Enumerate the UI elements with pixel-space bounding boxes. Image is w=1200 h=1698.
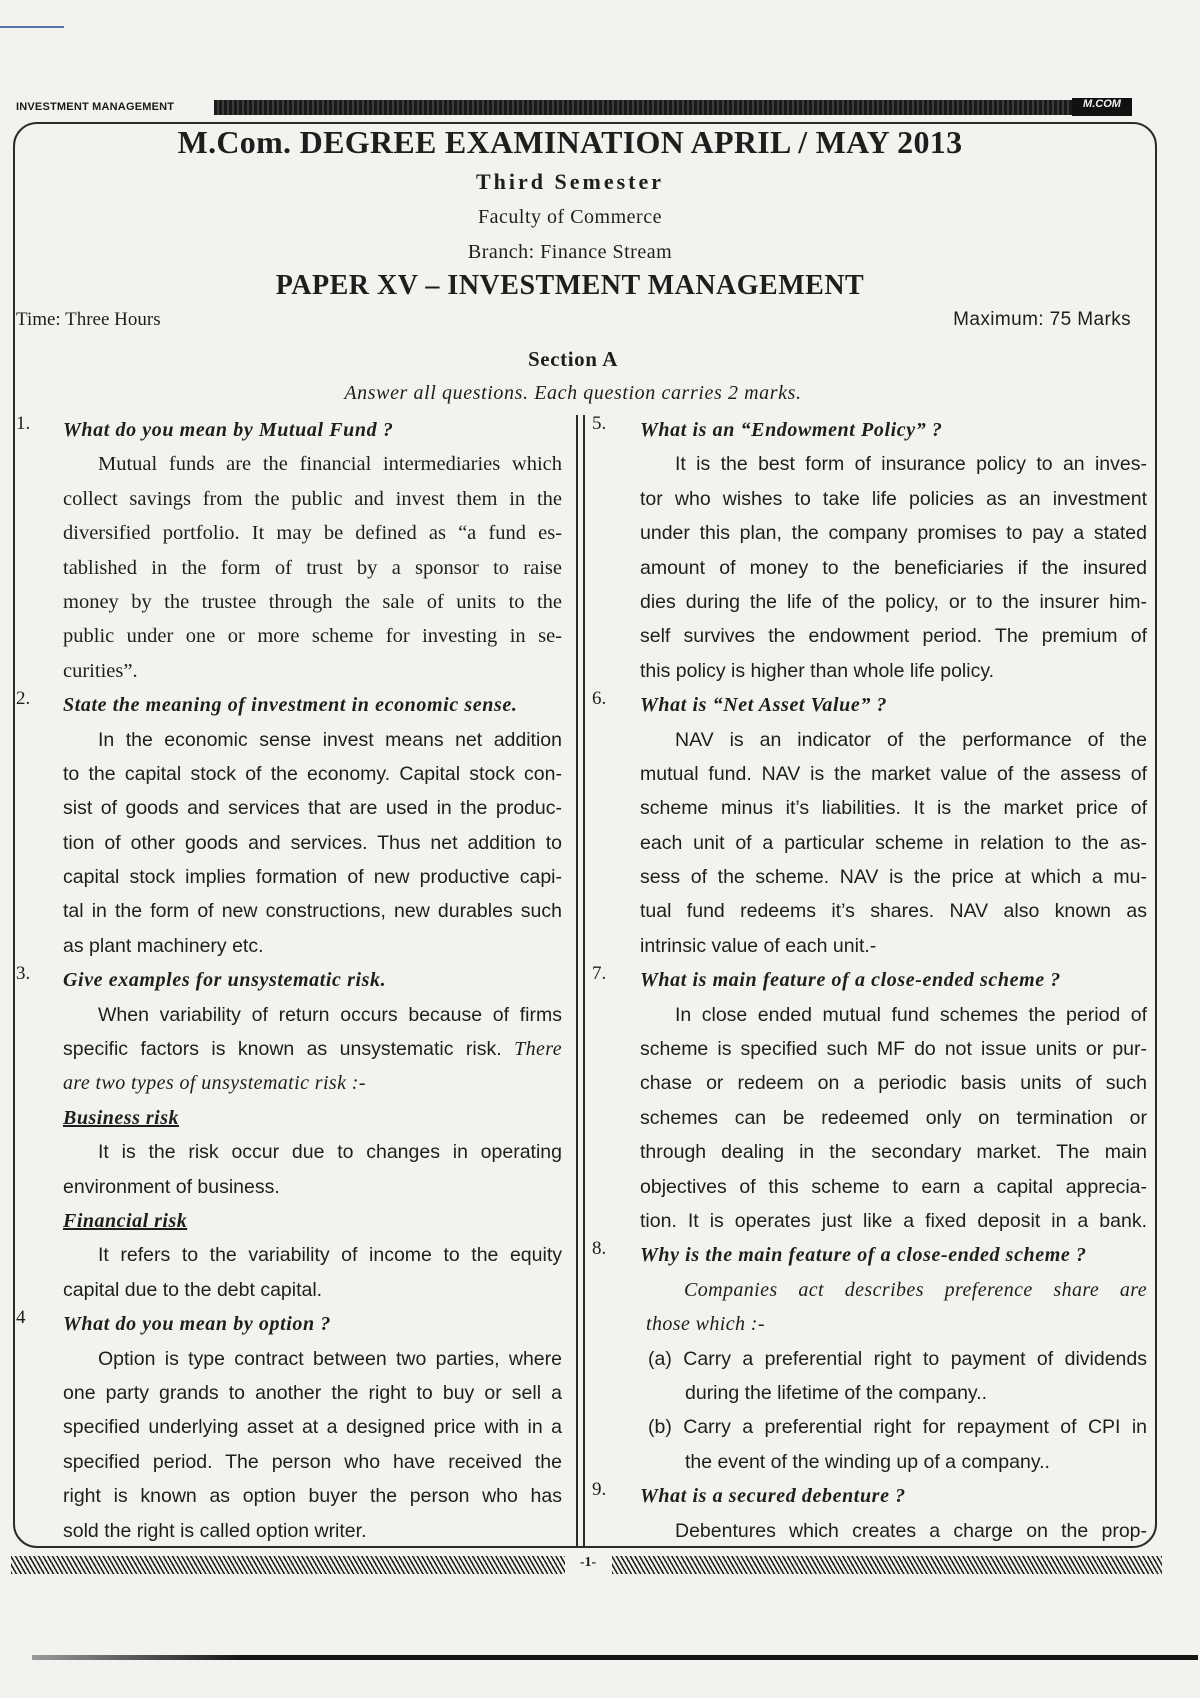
answer-line: NAV is an indicator of the performance of the bbox=[675, 728, 1147, 751]
time-allowed: Time: Three Hours bbox=[16, 309, 161, 330]
subsection-title: Financial risk bbox=[63, 1209, 188, 1232]
question-number: 4 bbox=[16, 1307, 26, 1329]
answer-line: Companies act describes preference share are bbox=[684, 1278, 1147, 1301]
faculty: Faculty of Commerce bbox=[478, 206, 662, 228]
question-3 bbox=[16, 963, 562, 1307]
section-heading: Section A bbox=[528, 347, 618, 371]
question-number: 7. bbox=[592, 963, 607, 985]
header-bar bbox=[214, 100, 1072, 115]
answer-line: one party grands to another the right to buy or sell a bbox=[63, 1381, 562, 1404]
answer-line: Option is type contract between two parties, where bbox=[98, 1347, 562, 1370]
question-number: 2. bbox=[16, 688, 31, 710]
answer-line: through dealing in the secondary market. The main bbox=[640, 1141, 1147, 1164]
answer-line bbox=[63, 1032, 562, 1066]
answer-line: Mutual funds are the financial intermediaries which bbox=[98, 453, 562, 476]
list-item-continuation: the event of the winding up of a company.. bbox=[685, 1450, 1050, 1473]
answer-line: amount of money to the beneficiaries if the insured bbox=[640, 556, 1147, 579]
question-5 bbox=[592, 413, 1147, 688]
paper-title: PAPER XV – INVESTMENT MANAGEMENT bbox=[275, 270, 865, 301]
list-item bbox=[640, 1342, 1147, 1376]
list-item-continuation: during the lifetime of the company.. bbox=[685, 1381, 988, 1404]
question-heading: What is a secured debenture ? bbox=[640, 1485, 906, 1508]
answer-line: scheme minus it’s liabilities. It is the market price of bbox=[640, 797, 1147, 820]
maximum-marks: Maximum: 75 Marks bbox=[953, 309, 1131, 330]
column-divider-right bbox=[583, 415, 585, 1548]
question-heading: What is main feature of a close-ended scheme ? bbox=[640, 969, 1061, 992]
answer-line: chase or redeem on a periodic basis units of such bbox=[640, 1072, 1147, 1095]
answer-line: When variability of return occurs because of firms bbox=[98, 1003, 562, 1026]
question-number: 3. bbox=[16, 963, 31, 985]
answer-line: right is known as option buyer the person who has bbox=[63, 1485, 562, 1508]
answer-line: public under one or more scheme for investing in se- bbox=[63, 625, 562, 648]
answer-line: this policy is higher than whole life policy. bbox=[640, 659, 995, 682]
answer-line: diversified portfolio. It may be defined as “a fund es- bbox=[63, 522, 562, 545]
answer-line: money by the trustee through the sale of units to the bbox=[63, 590, 562, 613]
column-divider-left bbox=[576, 415, 578, 1548]
list-item bbox=[640, 1410, 1147, 1444]
answer-line: tion. It is operates just like a fixed deposit in a bank. bbox=[640, 1209, 1147, 1232]
question-heading: What is “Net Asset Value” ? bbox=[640, 694, 888, 717]
answer-line: as plant machinery etc. bbox=[63, 934, 264, 957]
question-2 bbox=[16, 688, 562, 963]
answer-line: It refers to the variability of income to the equity bbox=[98, 1244, 562, 1267]
question-number: 1. bbox=[16, 413, 31, 434]
scan-bottom-edge bbox=[32, 1655, 1198, 1660]
answer-line: specified period. The person who have received the bbox=[63, 1450, 562, 1473]
question-number: 9. bbox=[592, 1479, 607, 1501]
answer-line: under this plan, the company promises to pay a stated bbox=[640, 522, 1147, 545]
question-1 bbox=[16, 413, 562, 688]
semester: Third Semester bbox=[475, 169, 665, 194]
question-heading: State the meaning of investment in economic sense. bbox=[63, 694, 518, 717]
answer-note-text: There bbox=[514, 1038, 562, 1061]
answer-line: objectives of this scheme to earn a capital apprecia- bbox=[640, 1175, 1147, 1198]
answer-line: specified underlying asset at a designed price with in a bbox=[63, 1416, 562, 1439]
answer-line: to the capital stock of the economy. Capital stock con- bbox=[63, 762, 562, 785]
answer-line: In the economic sense invest means net addition bbox=[98, 728, 562, 751]
answer-line: curities”. bbox=[63, 659, 138, 682]
answer-line: scheme is specified such MF do not issue units or pur- bbox=[640, 1038, 1147, 1061]
answer-line: those which :- bbox=[646, 1313, 765, 1336]
answer-line: tablished in the form of trust by a sponsor to raise bbox=[63, 556, 562, 579]
answer-line: intrinsic value of each unit.- bbox=[640, 934, 877, 957]
answer-line: tual fund redeems it’s shares. NAV also known as bbox=[640, 900, 1147, 923]
question-heading: What is an “Endowment Policy” ? bbox=[640, 419, 943, 441]
answer-line: environment of business. bbox=[63, 1175, 280, 1198]
list-item-label: (b) bbox=[648, 1416, 672, 1439]
question-heading: Why is the main feature of a close-ended scheme ? bbox=[640, 1244, 1087, 1267]
exam-title: M.Com. DEGREE EXAMINATION APRIL / MAY 2013 bbox=[177, 124, 963, 160]
question-9 bbox=[592, 1479, 1147, 1548]
answer-line: mutual fund. NAV is the market value of the assess of bbox=[640, 762, 1147, 785]
section-instructions: Answer all questions. Each question carries 2 marks. bbox=[344, 382, 802, 404]
left-column bbox=[16, 413, 562, 1548]
branch: Branch: Finance Stream bbox=[467, 241, 673, 263]
page-number: -1- bbox=[579, 1555, 597, 1570]
subsection-title: Business risk bbox=[63, 1106, 179, 1129]
question-number: 6. bbox=[592, 688, 607, 710]
scan-edge-mark bbox=[0, 26, 64, 28]
answer-line: In close ended mutual fund schemes the period of bbox=[675, 1003, 1147, 1026]
answer-line: tion of other goods and services. Thus net addition to bbox=[63, 831, 562, 854]
question-6 bbox=[592, 688, 1147, 963]
answer-line: each unit of a particular scheme in relation to the as- bbox=[640, 831, 1147, 854]
question-number: 5. bbox=[592, 413, 607, 434]
answer-line: sold the right is called option writer. bbox=[63, 1519, 367, 1542]
question-heading: Give examples for unsystematic risk. bbox=[63, 969, 387, 992]
subject-tag: INVESTMENT MANAGEMENT bbox=[16, 101, 175, 113]
question-7 bbox=[592, 963, 1147, 1238]
answer-line: tal in the form of new constructions, new durables such bbox=[63, 900, 562, 923]
question-heading: What do you mean by Mutual Fund ? bbox=[63, 419, 394, 441]
course-tag: M.COM bbox=[1072, 98, 1132, 116]
footer-hatch-right bbox=[612, 1556, 1162, 1574]
answer-line: self survives the endowment period. The premium of bbox=[640, 625, 1147, 648]
answer-line: tor who wishes to take life policies as an investment bbox=[640, 487, 1147, 510]
question-heading: What do you mean by option ? bbox=[63, 1313, 331, 1336]
answer-line: capital due to the debt capital. bbox=[63, 1278, 323, 1301]
answer-line: capital stock implies formation of new productive capi- bbox=[63, 866, 562, 889]
answer-line: It is the best form of insurance policy to an inves- bbox=[675, 453, 1147, 476]
question-8 bbox=[592, 1238, 1147, 1479]
answer-text: specific factors is known as unsystematic risk. bbox=[63, 1038, 502, 1061]
question-4 bbox=[16, 1307, 562, 1548]
list-item-label: (a) bbox=[648, 1347, 672, 1370]
answer-line: sist of goods and services that are used in the produc- bbox=[63, 797, 562, 820]
right-column bbox=[592, 413, 1147, 1548]
list-item-text: Carry a preferential right for repayment of CPI in bbox=[683, 1416, 1147, 1439]
answer-line: schemes can be redeemed only on termination or bbox=[640, 1106, 1147, 1129]
answer-line: dies during the life of the policy, or to the insurer him- bbox=[640, 590, 1147, 613]
answer-line: Debentures which creates a charge on the prop- bbox=[675, 1519, 1147, 1542]
list-item-text: Carry a preferential right to payment of dividends bbox=[683, 1347, 1147, 1370]
question-number: 8. bbox=[592, 1238, 607, 1260]
footer-hatch-left bbox=[11, 1556, 565, 1574]
answer-line: collect savings from the public and invest them in the bbox=[63, 487, 562, 510]
answer-note-line: are two types of unsystematic risk :- bbox=[63, 1072, 366, 1095]
answer-line: It is the risk occur due to changes in operating bbox=[98, 1141, 562, 1164]
answer-line: sess of the scheme. NAV is the price at which a mu- bbox=[640, 866, 1147, 889]
